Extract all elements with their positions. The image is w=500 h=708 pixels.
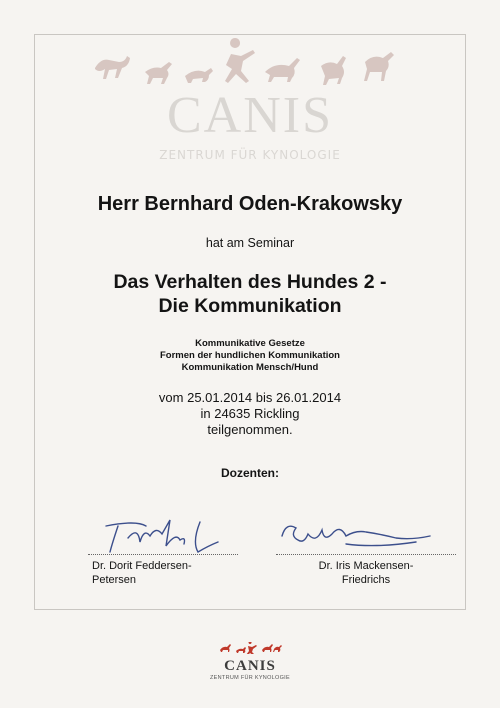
seminar-title [0,270,500,318]
brand-subtitle: ZENTRUM FÜR KYNOLOGIE [159,148,341,162]
recipient-name: Herr Bernhard Oden-Krakowsky [97,193,403,215]
closing-line: teilgenommen. [207,422,293,437]
lecturer-name-right [276,559,456,587]
brand-name-footer: CANIS [224,658,276,674]
topic-item: Formen der hundlichen Kommunikation [160,350,340,361]
lecturer-name-left [88,559,238,587]
lecturer-name-left-line-2: Petersen [92,574,137,586]
seminar-title-line-1: Das Verhalten des Hundes 2 - [113,271,387,293]
signature-block-left [88,514,238,587]
topic-item: Kommunikative Gesetze [195,338,305,349]
logo-footer [0,641,500,681]
lecturer-name-right-line-2: Friedrichs [341,574,391,586]
dogs-and-human-silhouette-icon [218,642,282,654]
lecturer-name-right-line-1: Dr. Iris Mackensen- [318,560,414,572]
brand-subtitle-footer: ZENTRUM FÜR KYNOLOGIE [210,675,290,681]
signature-block-right [276,514,456,587]
brand-name: CANIS [166,87,334,144]
date-line: vom 25.01.2014 bis 26.01.2014 [158,390,342,405]
handwritten-signature [276,514,456,558]
seminar-title-line-2: Die Kommunikation [158,295,342,317]
date-place-block [0,390,500,438]
intro-text: hat am Seminar [205,236,295,250]
logo-watermark [0,38,500,162]
lecturer-name-left-line-1: Dr. Dorit Feddersen- [92,560,192,572]
lecturers-heading: Dozenten: [221,466,279,480]
topic-list [0,338,500,374]
handwritten-signature [88,514,238,558]
topic-item: Kommunikation Mensch/Hund [181,362,319,373]
dogs-and-human-silhouette-icon [85,38,415,86]
place-line: in 24635 Rickling [200,406,300,421]
